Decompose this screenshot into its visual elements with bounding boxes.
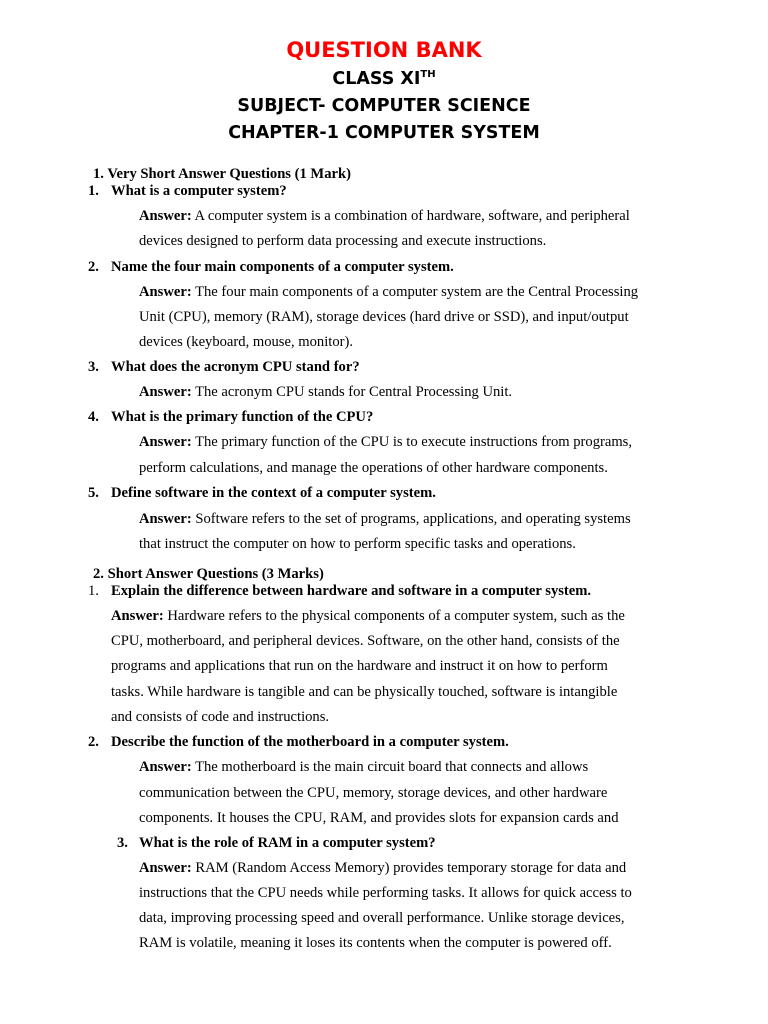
s1-q3-question: What does the acronym CPU stand for? bbox=[111, 359, 360, 375]
answer-label: Answer: bbox=[139, 759, 192, 775]
s1-q2-number: 2. bbox=[88, 259, 99, 275]
chapter-heading: CHAPTER-1 COMPUTER SYSTEM bbox=[228, 123, 540, 143]
answer-label: Answer: bbox=[139, 434, 192, 450]
s1-q2-question: Name the four main components of a computer system. bbox=[111, 259, 454, 275]
s1-q5-question: Define software in the context of a computer system. bbox=[111, 485, 436, 501]
s2-q3-question: What is the role of RAM in a computer system? bbox=[139, 835, 436, 851]
s2-q2-number: 2. bbox=[88, 734, 99, 750]
answer-text: The primary function of the CPU is to execute instructions from programs, bbox=[195, 434, 633, 450]
answer-text: The four main components of a computer system are the Central Processing bbox=[195, 284, 639, 300]
section2-heading: 2. Short Answer Questions (3 Marks) bbox=[93, 566, 324, 582]
s2-q1-answer-line: and consists of code and instructions. bbox=[111, 709, 330, 725]
s2-q3-answer-line: data, improving processing speed and overall performance. Unlike storage devices, bbox=[139, 910, 625, 926]
s2-q1-question: Explain the difference between hardware and software in a computer system. bbox=[111, 583, 592, 599]
s2-q2-answer-line: components. It houses the CPU, RAM, and provides slots for expansion cards and bbox=[139, 810, 619, 826]
s2-q1-answer-line bbox=[111, 607, 625, 625]
s2-q2-answer-line bbox=[139, 758, 588, 776]
class-heading bbox=[0, 69, 768, 89]
s1-q4-number: 4. bbox=[88, 409, 99, 425]
s1-q3-answer-line bbox=[139, 383, 512, 401]
class-superscript: TH bbox=[420, 69, 436, 81]
s2-q3-answer-line: RAM is volatile, meaning it loses its contents when the computer is powered off. bbox=[139, 935, 612, 951]
s2-q1-answer-line: tasks. While hardware is tangible and can be physically touched, software is intangible bbox=[111, 684, 618, 700]
s2-q3-answer-line bbox=[139, 859, 626, 877]
s2-q2-question: Describe the function of the motherboard in a computer system. bbox=[111, 734, 509, 750]
page-title: QUESTION BANK bbox=[286, 38, 482, 62]
s1-q5-number: 5. bbox=[88, 485, 99, 501]
s1-q4-question: What is the primary function of the CPU? bbox=[111, 409, 374, 425]
answer-label: Answer: bbox=[139, 384, 192, 400]
s1-q1-answer-line: devices designed to perform data processing and execute instructions. bbox=[139, 233, 547, 249]
answer-label: Answer: bbox=[139, 860, 192, 876]
s1-q1-question: What is a computer system? bbox=[111, 183, 287, 199]
class-text: CLASS XI bbox=[332, 69, 421, 89]
answer-text: The acronym CPU stands for Central Processing Unit. bbox=[195, 384, 513, 400]
s2-q3-number: 3. bbox=[117, 835, 128, 851]
s1-q4-answer-line bbox=[139, 433, 632, 451]
s2-q2-answer-line: communication between the CPU, memory, storage devices, and other hardware bbox=[139, 785, 608, 801]
answer-label: Answer: bbox=[139, 284, 192, 300]
s1-q2-answer-line: Unit (CPU), memory (RAM), storage devices (hard drive or SSD), and input/output bbox=[139, 309, 629, 325]
s1-q2-answer-line: devices (keyboard, mouse, monitor). bbox=[139, 334, 353, 350]
s2-q1-answer-line: CPU, motherboard, and peripheral devices. Software, on the other hand, consists of the bbox=[111, 633, 620, 649]
section1-heading: 1. Very Short Answer Questions (1 Mark) bbox=[93, 166, 351, 182]
answer-text: Software refers to the set of programs, applications, and operating systems bbox=[195, 511, 631, 527]
s1-q5-answer-line bbox=[139, 510, 631, 528]
answer-label: Answer: bbox=[111, 608, 164, 624]
s2-q3-answer-line: instructions that the CPU needs while performing tasks. It allows for quick access to bbox=[139, 885, 632, 901]
s1-q1-number: 1. bbox=[88, 183, 99, 199]
subject-heading: SUBJECT- COMPUTER SCIENCE bbox=[237, 96, 531, 116]
answer-label: Answer: bbox=[139, 511, 192, 527]
s1-q1-answer-line bbox=[139, 207, 630, 225]
s2-q1-number: 1. bbox=[88, 583, 99, 599]
s1-q3-number: 3. bbox=[88, 359, 99, 375]
s1-q5-answer-line: that instruct the computer on how to perform specific tasks and operations. bbox=[139, 536, 576, 552]
s1-q2-answer-line bbox=[139, 283, 638, 301]
answer-text: RAM (Random Access Memory) provides temporary storage for data and bbox=[195, 860, 627, 876]
s1-q4-answer-line: perform calculations, and manage the operations of other hardware components. bbox=[139, 460, 608, 476]
answer-text: Hardware refers to the physical components of a computer system, such as the bbox=[167, 608, 625, 624]
answer-label: Answer: bbox=[139, 208, 192, 224]
answer-text: The motherboard is the main circuit board that connects and allows bbox=[195, 759, 589, 775]
answer-text: A computer system is a combination of hardware, software, and peripheral bbox=[194, 208, 630, 224]
s2-q1-answer-line: programs and applications that run on the hardware and instruct it on how to perform bbox=[111, 658, 608, 674]
